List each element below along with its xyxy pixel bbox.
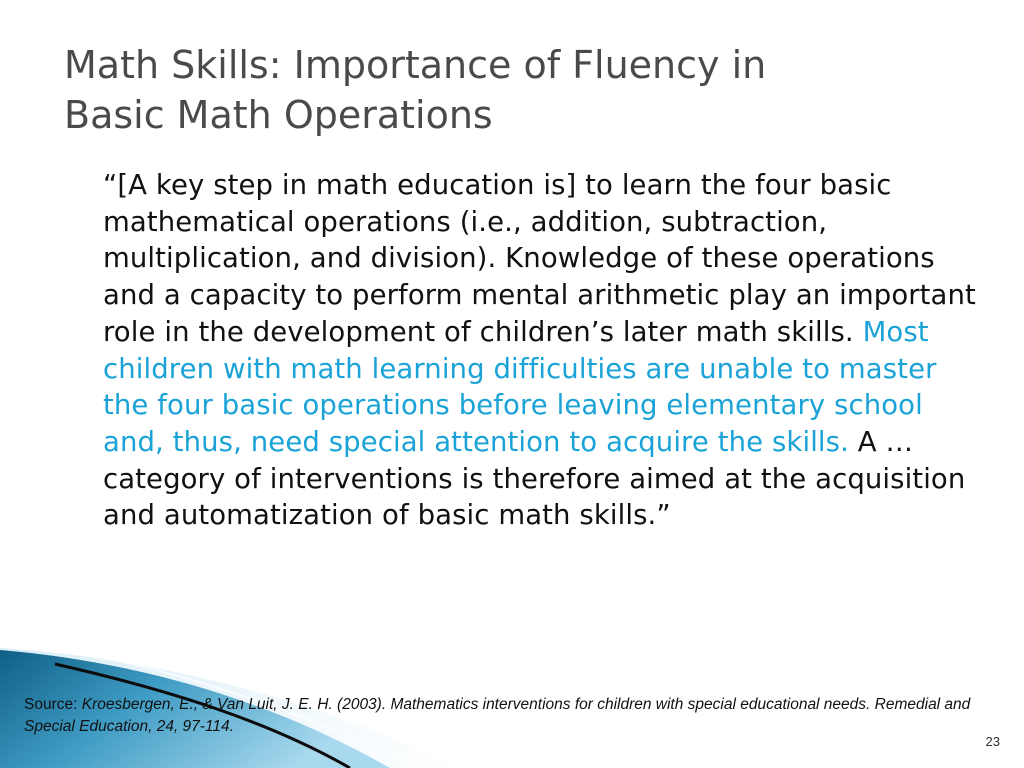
slide-title-line-2: Basic Math Operations bbox=[64, 93, 493, 137]
quote-text-intro: “[A key step in math education is] to learn the four basic mathematical operations (i.e., addition, subtraction, multiplication, and division). Knowledge of these operations and a capacity to perform mental arithmetic play an important role in the development of children’s later math skills. bbox=[103, 169, 976, 348]
source-reference: Kroesbergen, E., & Van Luit, J. E. H. (2003). Mathematics interventions for children with special educational needs. Remedial and Special Education, 24, 97-114. bbox=[24, 696, 971, 735]
page-number: 23 bbox=[985, 734, 1000, 749]
source-citation bbox=[24, 694, 984, 738]
quote-text-conclusion: A … category of interventions is therefore aimed at the acquisition and automatization of basic math skills.” bbox=[103, 425, 966, 532]
source-label: Source: bbox=[24, 696, 78, 713]
slide-title-line-1: Math Skills: Importance of Fluency in bbox=[64, 43, 767, 87]
quote-text-highlight: Most children with math learning difficulties are unable to master the four basic operations before leaving elementary school and, thus, need special attention to acquire the skills. bbox=[103, 315, 937, 458]
